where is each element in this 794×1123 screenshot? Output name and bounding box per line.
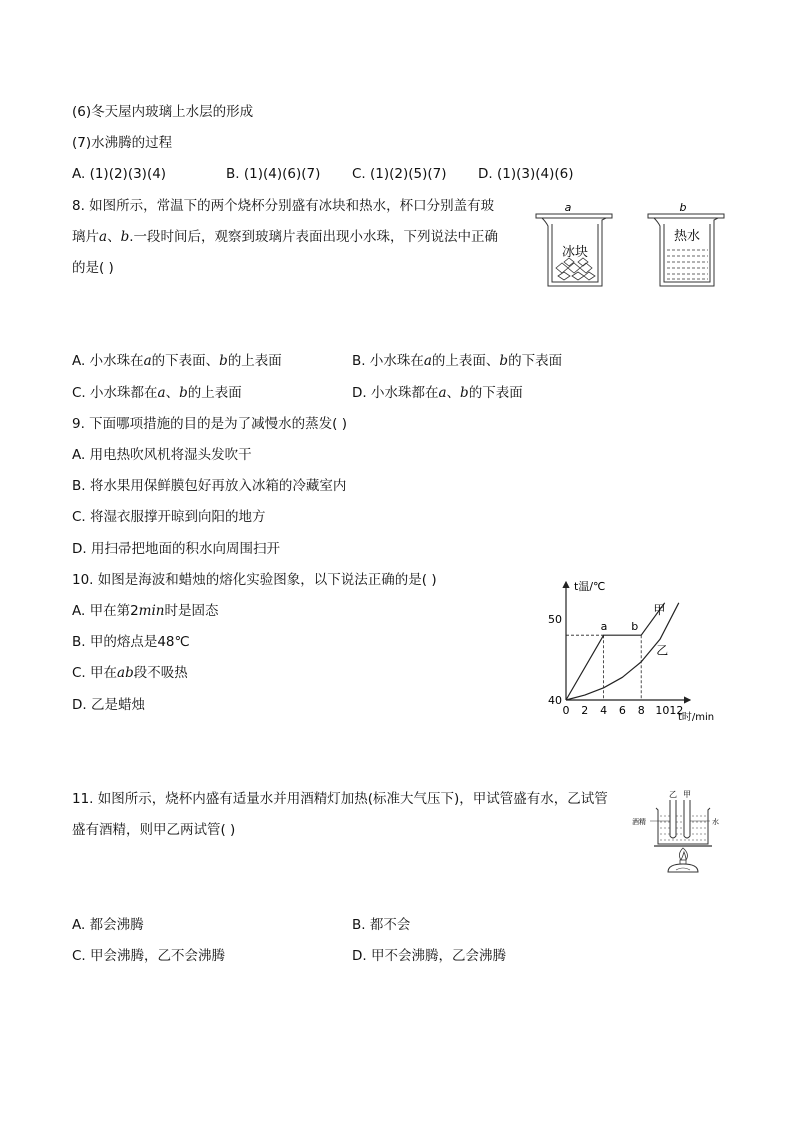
x-tick-label: 8	[637, 704, 645, 717]
point-label-b: b	[631, 620, 639, 634]
hot-water-lines	[667, 250, 708, 279]
q10-option-c[interactable]: C. 甲在ab段不吸热	[72, 665, 188, 681]
q10-option-b[interactable]: B. 甲的熔点是48℃	[72, 634, 190, 650]
x-tick-label: 1012	[655, 704, 684, 717]
q10-option-a[interactable]: A. 甲在第2min时是固态	[72, 603, 219, 619]
series-yi-label: 乙	[656, 643, 669, 658]
tube-jia-label: 甲	[683, 790, 691, 799]
q8-option-a[interactable]: A. 小水珠在a的下表面、b的上表面	[72, 353, 282, 369]
x-axis-label: t时/min	[678, 712, 715, 723]
q7-option-b[interactable]: B. (1)(4)(6)(7)	[226, 166, 321, 182]
q11-option-d[interactable]: D. 甲不会沸腾，乙会沸腾	[352, 948, 506, 964]
y-tick-label: 50	[548, 613, 562, 626]
series-jia-label: 甲	[653, 603, 666, 618]
q8-option-d[interactable]: D. 小水珠都在a、b的下表面	[352, 385, 523, 401]
hot-water-label: 热水	[673, 229, 701, 244]
flame-icon	[679, 848, 687, 860]
q8-beakers-figure	[528, 196, 728, 292]
q11-option-b[interactable]: B. 都不会	[352, 917, 411, 933]
q9-option-b[interactable]: B. 将水果用保鲜膜包好再放入冰箱的冷藏室内	[72, 478, 347, 494]
y-tick-label: 40	[548, 694, 562, 707]
test-tube-jia	[684, 800, 690, 838]
x-tick-label: 4	[600, 704, 608, 717]
alcohol-label: 酒精	[632, 818, 646, 826]
q7-item-7: (7)水沸腾的过程	[72, 135, 173, 151]
glass-label-b: b	[679, 201, 687, 214]
q11-stem-line-1: 11. 如图所示，烧杯内盛有适量水并用酒精灯加热(标准大气压下)，甲试管盛有水，乙试管	[72, 791, 608, 807]
test-tube-yi	[670, 800, 676, 838]
beaker	[656, 808, 710, 844]
q11-stem-line-2: 盛有酒精，则甲乙两试管( )	[72, 822, 236, 838]
tube-yi-label: 乙	[669, 790, 677, 799]
q7-option-c[interactable]: C. (1)(2)(5)(7)	[352, 166, 447, 182]
ice-label: 冰块	[561, 245, 589, 260]
x-tick-label: 6	[618, 704, 626, 717]
melting-curve-chart	[538, 574, 728, 724]
q8-stem-line-3: 的是( )	[72, 260, 114, 276]
glass-plate-a	[536, 214, 612, 218]
q9-option-c[interactable]: C. 将湿衣服撑开晾到向阳的地方	[72, 509, 266, 525]
y-axis-label: t温/℃	[574, 580, 606, 593]
x-tick-label: 0	[562, 704, 570, 717]
glass-plate-b	[648, 214, 724, 218]
q8-stem-line-1: 8. 如图所示，常温下的两个烧杯分别盛有冰块和热水，杯口分别盖有玻	[72, 198, 495, 214]
q9-option-a[interactable]: A. 用电热吹风机将湿头发吹干	[72, 447, 252, 463]
ice-cubes	[556, 258, 595, 280]
q7-option-d[interactable]: D. (1)(3)(4)(6)	[478, 166, 574, 182]
q9-stem: 9. 下面哪项措施的目的是为了减慢水的蒸发( )	[72, 416, 347, 432]
q10-stem: 10. 如图是海波和蜡烛的熔化实验图象，以下说法正确的是( )	[72, 572, 437, 588]
q11-heating-figure	[628, 786, 728, 880]
q11-option-c[interactable]: C. 甲会沸腾，乙不会沸腾	[72, 948, 226, 964]
beaker-water	[660, 816, 706, 840]
q10-option-d[interactable]: D. 乙是蜡烛	[72, 697, 145, 713]
q11-option-a[interactable]: A. 都会沸腾	[72, 917, 144, 933]
q9-option-d[interactable]: D. 用扫帚把地面的积水向周围扫开	[72, 541, 280, 557]
q8-stem-line-2: 璃片a、b.一段时间后，观察到玻璃片表面出现小水珠，下列说法中正确	[72, 229, 499, 245]
water-label: 水	[712, 818, 719, 826]
q8-option-c[interactable]: C. 小水珠都在a、b的上表面	[72, 385, 242, 401]
q7-option-a[interactable]: A. (1)(2)(3)(4)	[72, 166, 167, 182]
q8-option-b[interactable]: B. 小水珠在a的上表面、b的下表面	[352, 353, 563, 369]
q7-item-6: (6)冬天屋内玻璃上水层的形成	[72, 104, 254, 120]
x-tick-label: 2	[581, 704, 589, 717]
glass-label-a: a	[564, 201, 572, 214]
point-label-a: a	[600, 620, 608, 634]
